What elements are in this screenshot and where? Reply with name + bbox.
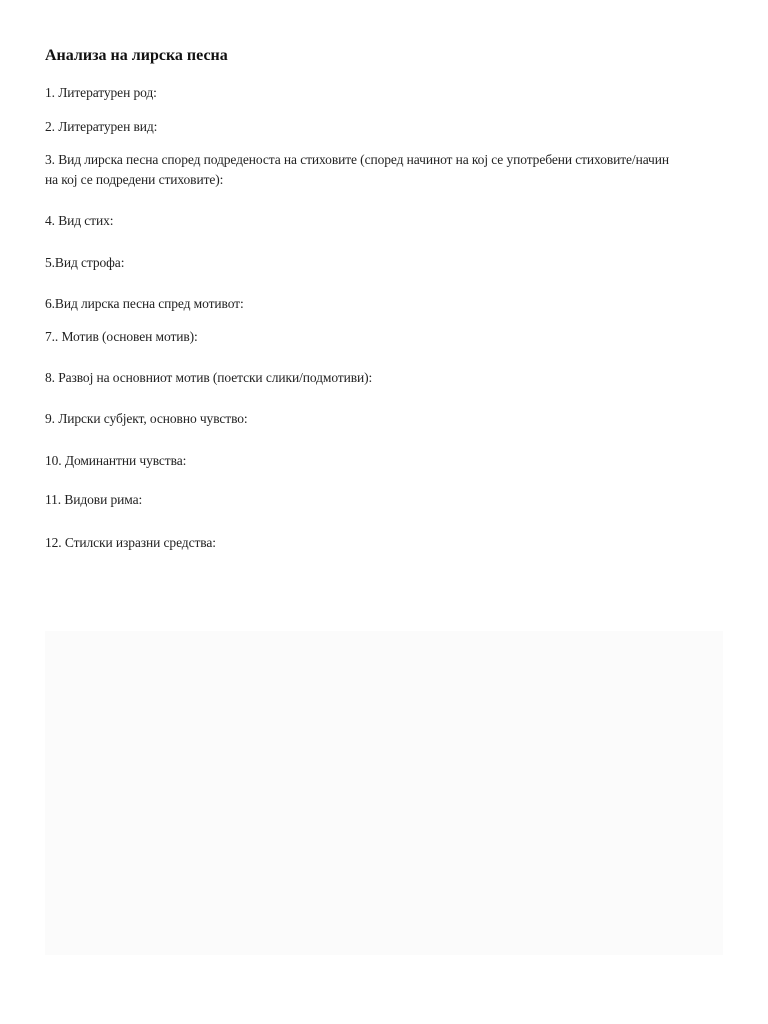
question-stanza-type: 5.Вид строфа: (45, 255, 125, 270)
question-verse-type: 4. Вид стих: (45, 213, 114, 228)
question-motif: 7.. Мотив (основен мотив): (45, 329, 198, 344)
question-stylistic-devices: 12. Стилски изразни средства: (45, 535, 216, 550)
question-lyric-subject: 9. Лирски субјект, основно чувство: (45, 411, 248, 426)
question-literary-type: 2. Литературен вид: (45, 119, 158, 134)
question-verse-arrangement: 3. Вид лирска песна според подреденоста на стиховите (според начинот на кој се употребени стиховите/начин на кој се подредени стиховите): (45, 152, 669, 187)
question-rhyme-types: 11. Видови рима: (45, 492, 143, 507)
question-motif-development: 8. Развој на основниот мотив (поетски слики/подмотиви): (45, 370, 373, 385)
question-song-type-by-motif: 6.Вид лирска песна спред мотивот: (45, 296, 244, 311)
question-literary-genre: 1. Литературен род: (45, 85, 157, 100)
question-dominant-feelings: 10. Доминантни чувства: (45, 453, 187, 468)
document-title: Анализа на лирска песна (45, 47, 228, 64)
blank-content-area (45, 631, 723, 955)
